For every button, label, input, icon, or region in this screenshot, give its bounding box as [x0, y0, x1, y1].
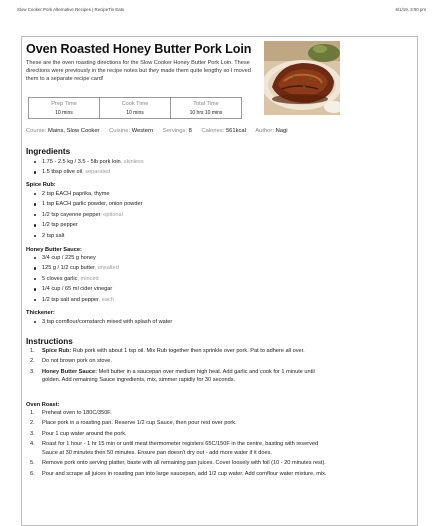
list-item: 3. Pour 1 cup water around the pork.	[30, 430, 127, 437]
recipe-times-box	[28, 97, 242, 119]
print-header-datetime: 6/1/19, 3:00 pm	[395, 7, 426, 12]
list-item: 2. Place pork in a roasting pan. Reserve 1/2 cup Sauce, then pour rest over pork.	[30, 420, 237, 427]
instructions-heading: Instructions	[26, 337, 73, 346]
author-value: Nagi	[275, 128, 288, 134]
list-item: 5 cloves garlic, minced	[33, 274, 119, 284]
ingredients-heading: Ingredients	[26, 147, 71, 156]
total-time-value: 10 hrs 10 mins	[189, 109, 223, 116]
recipe-title: Oven Roasted Honey Butter Pork Loin	[26, 42, 252, 56]
list-item: 3. Honey Butter Sauce: Melt butter in a saucepan over medium high heat. Add garlic and cook for 1 minute until golden. Add remaining Sauce ingredients, mix, simmer rapidly for 30 seconds.	[30, 368, 315, 384]
list-item: 1/2 tsp salt and pepper, each	[33, 295, 119, 305]
list-item: 125 g / 1/2 cup butter, unsalted	[33, 263, 119, 273]
recipe-meta	[26, 128, 288, 134]
print-header-page-title: Slow Cooker Pork Alternative Recipes | RecipeTin Eats	[17, 7, 125, 12]
calories-label: Calories:	[201, 128, 225, 134]
list-item: 6. Pour and scrape all juices in roasting pan into large saucepan, add 1/2 cup water. Add cornflour water mixture, mix.	[30, 470, 327, 477]
list-item: 1. Spice Rub: Rub pork with about 1 tsp oil. Mix Rub together then sprinkle over pork. Pat to adhere all over.	[30, 348, 305, 354]
prep-time-label: Prep Time	[51, 101, 77, 107]
list-item: 3 tsp cornflour/cornstarch mixed with splash of water	[33, 317, 172, 327]
recipe-photo	[264, 41, 340, 115]
list-item: 1. Preheat oven to 180C/350F.	[30, 410, 112, 416]
oven-roast-heading: Oven Roast:	[26, 402, 60, 408]
calories-value: 561kcal	[225, 128, 246, 134]
total-time-label: Total Time	[193, 101, 219, 107]
list-item: 2 tsp salt	[33, 231, 142, 241]
servings-label: Servings:	[162, 128, 187, 134]
list-item: 1/2 tsp pepper	[33, 220, 142, 230]
list-item: 4. Roast for 1 hour - 1 hr 15 min or until meat thermometer registers 65C/150F in the centre, basting with reserved Sauce at 30 minutes then 50 minutes. Ensure pan doesn't dry out - add more water if it does.	[30, 441, 319, 456]
list-item: 1.5 tbsp olive oil, separated	[33, 167, 144, 177]
sauce-list	[33, 253, 119, 305]
cook-time	[99, 98, 170, 118]
recipe-description: These are the oven roasting directions for the Slow Cooker Honey Butter Pork Loin. These directions were previously in the recipe notes but they made them quite lengthy so I moved them to a separate recipe card!	[26, 60, 251, 83]
author-label: Author:	[255, 128, 274, 134]
sauce-heading: Honey Butter Sauce:	[26, 247, 82, 253]
cook-time-value: 10 mins	[126, 109, 144, 116]
instructions-main-list	[30, 347, 330, 387]
list-item: 5. Remove pork onto serving platter, baste with all remaining pan juices. Cover loosely with foil (10 - 20 minutes rest).	[30, 460, 326, 467]
total-time	[170, 98, 241, 118]
list-item: 1 tsp EACH garlic powder, onion powder	[33, 199, 142, 209]
print-header	[0, 0, 441, 20]
spice-rub-heading: Spice Rub:	[26, 182, 56, 188]
cook-time-label: Cook Time	[121, 101, 149, 107]
list-item: 3/4 cup / 225 g honey	[33, 253, 119, 263]
thickener-heading: Thickener:	[26, 310, 55, 316]
list-item: 2 tsp EACH paprika, thyme	[33, 189, 142, 199]
course-value: Mains, Slow Cooker	[47, 128, 100, 134]
cuisine-value: Western	[131, 128, 154, 134]
prep-time-value: 10 mins	[55, 109, 73, 116]
thickener-list	[33, 317, 172, 327]
list-item: 1/4 cup / 65 ml cider vinegar	[33, 284, 119, 294]
servings-value: 8	[188, 128, 192, 134]
list-item: 1/2 tsp cayenne pepper, optional	[33, 210, 142, 220]
list-item: 1.75 - 2.5 kg / 3.5 - 5lb pork loin, skinless	[33, 157, 144, 167]
list-item: 2. Do not brown pork on stove.	[30, 358, 112, 365]
oven-roast-list	[30, 409, 330, 480]
course-label: Course:	[26, 128, 47, 134]
cuisine-label: Cuisine:	[109, 128, 131, 134]
spice-rub-list	[33, 189, 142, 241]
prep-time	[29, 98, 99, 118]
ingredients-main-list	[33, 157, 144, 178]
